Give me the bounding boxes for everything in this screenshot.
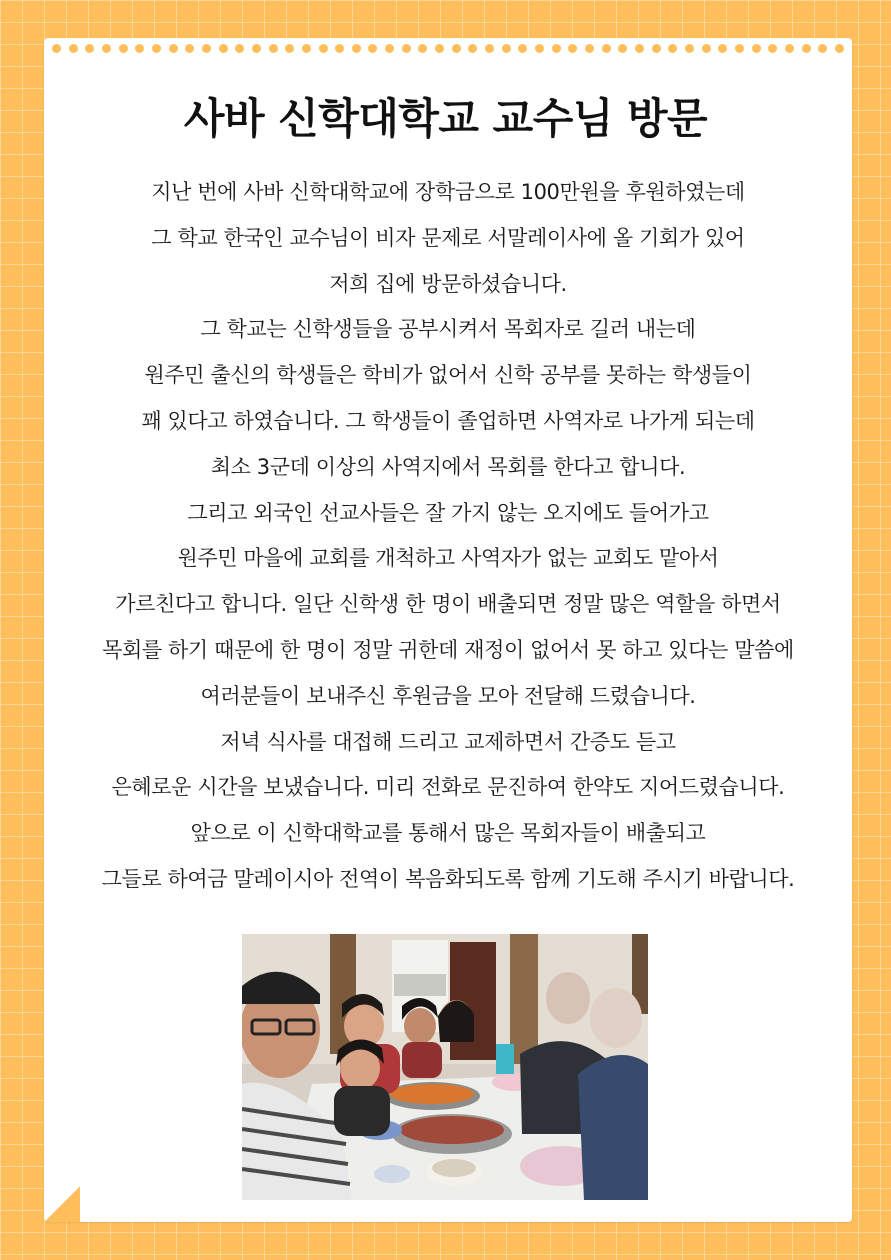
binder-dot	[352, 44, 361, 53]
binder-dot	[752, 44, 761, 53]
binder-dot	[835, 44, 844, 53]
binder-dot	[702, 44, 711, 53]
binder-dot	[85, 44, 94, 53]
text-line: 그리고 외국인 선교사들은 잘 가지 않는 오지에도 들어가고	[187, 500, 709, 525]
text-line: 여러분들이 보내주신 후원금을 모아 전달해 드렸습니다.	[200, 683, 696, 708]
text-line: 원주민 출신의 학생들은 학비가 없어서 신학 공부를 못하는 학생들이	[144, 363, 752, 388]
binder-dot	[368, 44, 377, 53]
text-line: 지난 번에 사바 신학대학교에 장학금으로 100만원을 후원하였는데	[151, 180, 745, 204]
text-line: 저녁 식사를 대접해 드리고 교제하면서 간증도 듣고	[220, 729, 676, 754]
text-line: 최소 3군데 이상의 사역지에서 목회를 한다고 합니다.	[210, 454, 686, 479]
binder-dot	[152, 44, 161, 53]
text-line: 그 학교는 신학생들을 공부시켜서 목회자로 길러 내는데	[200, 317, 696, 342]
body-text	[44, 170, 852, 903]
text-line: 그들로 하여금 말레이시아 전역이 복음화되도록 함께 기도해 주시기 바랍니다.	[101, 866, 795, 891]
binder-dot	[718, 44, 727, 53]
text-line: 꽤 있다고 하였습니다. 그 학생들이 졸업하면 사역자로 나가게 되는데	[141, 408, 755, 433]
binder-dot	[69, 44, 78, 53]
text-line: 목회를 하기 때문에 한 명이 정말 귀한데 재정이 없어서 못 하고 있다는 말씀에	[102, 637, 794, 662]
binder-dot	[402, 44, 411, 53]
binder-dot	[535, 44, 544, 53]
binder-dot	[418, 44, 427, 53]
binder-dot	[452, 44, 461, 53]
binder-dot	[585, 44, 594, 53]
binder-dot	[135, 44, 144, 53]
binder-dot	[652, 44, 661, 53]
binder-dot	[635, 44, 644, 53]
binder-dot	[568, 44, 577, 53]
binder-dot	[335, 44, 344, 53]
binder-dot	[119, 44, 128, 53]
binder-dots	[52, 42, 844, 54]
binder-dot	[785, 44, 794, 53]
binder-dot	[269, 44, 278, 53]
text-line: 은혜로운 시간을 보냈습니다. 미리 전화로 문진하여 한약도 지어드렸습니다.	[111, 775, 785, 800]
binder-dot	[202, 44, 211, 53]
binder-dot	[52, 44, 61, 53]
binder-dot	[302, 44, 311, 53]
binder-dot	[102, 44, 111, 53]
binder-dot	[602, 44, 611, 53]
dinner-group-photo	[242, 934, 648, 1200]
text-line: 저희 집에 방문하셨습니다.	[329, 271, 567, 296]
text-line: 가르친다고 합니다. 일단 신학생 한 명이 배출되면 정말 많은 역할을 하면서	[115, 592, 781, 617]
binder-dot	[802, 44, 811, 53]
binder-dot	[618, 44, 627, 53]
binder-dot	[768, 44, 777, 53]
page-title: 사바 신학대학교 교수님 방문	[183, 94, 708, 143]
binder-dot	[319, 44, 328, 53]
binder-dot	[685, 44, 694, 53]
text-line: 원주민 마을에 교회를 개척하고 사역자가 없는 교회도 맡아서	[177, 546, 719, 571]
text-line: 그 학교 한국인 교수님이 비자 문제로 서말레이사에 올 기회가 있어	[151, 225, 745, 250]
binder-dot	[668, 44, 677, 53]
page-fold-corner	[44, 1186, 80, 1222]
binder-dot	[285, 44, 294, 53]
binder-dot	[385, 44, 394, 53]
binder-dot	[252, 44, 261, 53]
binder-dot	[169, 44, 178, 53]
binder-dot	[468, 44, 477, 53]
binder-dot	[552, 44, 561, 53]
binder-dot	[502, 44, 511, 53]
text-line: 앞으로 이 신학대학교를 통해서 많은 목회자들이 배출되고	[190, 821, 706, 846]
binder-dot	[518, 44, 527, 53]
binder-dot	[185, 44, 194, 53]
binder-dot	[235, 44, 244, 53]
binder-dot	[735, 44, 744, 53]
binder-dot	[435, 44, 444, 53]
binder-dot	[485, 44, 494, 53]
binder-dot	[818, 44, 827, 53]
binder-dot	[219, 44, 228, 53]
